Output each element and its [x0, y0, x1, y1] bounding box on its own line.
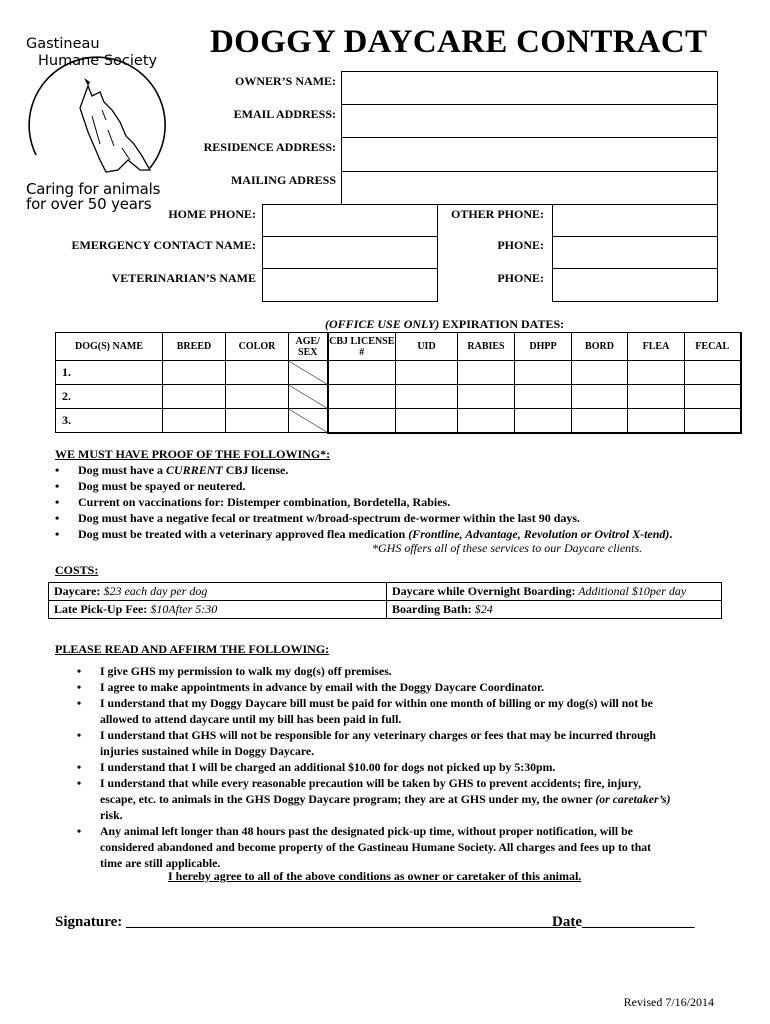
page-title: DOGGY DAYCARE CONTRACT — [210, 24, 708, 60]
emergency-phone-field[interactable] — [552, 236, 718, 269]
office-use-heading — [325, 317, 564, 332]
color-cell[interactable] — [226, 409, 289, 433]
proof-list — [78, 462, 758, 542]
office-cell — [458, 409, 515, 433]
costs-heading: COSTS: — [55, 563, 99, 577]
logo-tagline-line2: for over 50 years — [26, 195, 152, 213]
breed-cell[interactable] — [163, 361, 226, 385]
costs-row — [49, 601, 722, 619]
other-phone-field[interactable] — [552, 204, 718, 237]
email-label: EMAIL ADDRESS: — [233, 107, 336, 121]
email-field[interactable] — [341, 104, 718, 138]
office-cell — [572, 409, 628, 433]
header-bord: BORD — [572, 333, 628, 361]
header-breed: BREED — [163, 333, 226, 361]
dog-row — [56, 409, 741, 433]
gastineau-logo — [22, 20, 172, 220]
home-phone-label: HOME PHONE: — [168, 207, 256, 221]
mailing-field[interactable] — [341, 171, 718, 205]
logo-name-line1: Gastineau — [26, 36, 100, 52]
proof-item: • Dog must have a negative fecal or treatment w/broad-spectrum de-wormer within the last 90 days. — [78, 510, 758, 526]
proof-item: • Dog must be spayed or neutered. — [78, 478, 758, 494]
owner-name-field[interactable] — [341, 71, 718, 105]
vet-phone-field[interactable] — [552, 268, 718, 302]
dog-row-number: 3. — [56, 409, 163, 433]
office-cell — [515, 409, 572, 433]
date-field[interactable]: Date_______________ — [552, 914, 695, 930]
affirm-item: • I give GHS my permission to walk my dog(s) off premises. — [100, 663, 740, 679]
affirm-item: • I understand that GHS will not be responsible for any veterinary charges or fees that may be incurred through injuries sustained while in Doggy Daycare. — [100, 727, 740, 759]
veterinarian-label: VETERINARIAN’S NAME — [111, 271, 256, 285]
header-dog-name: DOG(S) NAME — [56, 333, 163, 361]
office-cell — [685, 361, 741, 385]
office-cell — [572, 385, 628, 409]
office-cell — [515, 361, 572, 385]
dog-row-number: 2. — [56, 385, 163, 409]
header-color: COLOR — [226, 333, 289, 361]
costs-table — [48, 582, 722, 619]
office-cell — [628, 385, 685, 409]
other-phone-label: OTHER PHONE: — [450, 207, 544, 221]
office-cell — [685, 409, 741, 433]
revision-date: Revised 7/16/2014 — [623, 995, 714, 1009]
residence-field[interactable] — [341, 137, 718, 172]
office-cell — [328, 409, 396, 433]
proof-item: • Dog must have a CURRENT CBJ license. — [78, 462, 758, 478]
emergency-contact-field[interactable] — [262, 236, 438, 269]
affirm-item: • I understand that while every reasonable precaution will be taken by GHS to prevent accidents; fire, injury, escape, etc. to animals in the GHS Doggy Daycare program; they are at GHS under my, the owner (or caretaker’s) risk. — [100, 775, 740, 823]
color-cell[interactable] — [226, 361, 289, 385]
office-cell — [396, 385, 458, 409]
header-dhpp: DHPP — [515, 333, 572, 361]
daycare-cost-cell: Daycare: $23 each day per dog — [49, 583, 387, 601]
breed-cell[interactable] — [163, 385, 226, 409]
late-fee-cell: Late Pick-Up Fee: $10After 5:30 — [49, 601, 387, 619]
owner-name-label: OWNER’S NAME: — [235, 74, 336, 88]
dog-row — [56, 385, 741, 409]
office-cell — [458, 361, 515, 385]
dog-row — [56, 361, 741, 385]
dog-info-table — [55, 332, 742, 434]
header-rabies: RABIES — [458, 333, 515, 361]
affirm-heading: PLEASE READ AND AFFIRM THE FOLLOWING: — [55, 642, 330, 656]
age-sex-cell[interactable] — [289, 385, 328, 409]
office-cell — [515, 385, 572, 409]
office-use-suffix: EXPIRATION DATES: — [439, 317, 565, 331]
header-cbj-license: CBJ LICENSE # — [328, 333, 396, 361]
mailing-label: MAILING ADRESS — [230, 173, 336, 187]
affirm-item: • Any animal left longer than 48 hours past the designated pick-up time, without proper notification, will be considered abandoned and become property of the Gastineau Humane Society. All charges and fees up to that time are still applicable. — [100, 823, 740, 871]
office-cell — [458, 385, 515, 409]
header-age-sex: AGE/ SEX — [289, 333, 328, 361]
breed-cell[interactable] — [163, 409, 226, 433]
office-cell — [685, 385, 741, 409]
signature-field[interactable]: Signature: ____________________________________________________________ — [55, 914, 576, 930]
emergency-phone-label: PHONE: — [497, 238, 544, 252]
office-cell — [628, 361, 685, 385]
residence-label: RESIDENCE ADDRESS: — [203, 140, 336, 154]
logo-name-line2: Humane Society — [38, 53, 158, 69]
costs-row — [49, 583, 722, 601]
dog-table-header-row — [56, 333, 741, 361]
office-cell — [396, 409, 458, 433]
office-cell — [396, 361, 458, 385]
proof-item: • Dog must be treated with a veterinary approved flea medication (Frontline, Advantage, Revolution or Ovitrol X-tend). — [78, 526, 758, 542]
office-use-prefix: (OFFICE USE ONLY) — [325, 317, 440, 331]
affirm-item: • I agree to make appointments in advance by email with the Doggy Daycare Coordinator. — [100, 679, 740, 695]
office-cell — [328, 361, 396, 385]
vet-phone-label: PHONE: — [497, 271, 544, 285]
agreement-statement: I hereby agree to all of the above conditions as owner or caretaker of this animal. — [168, 869, 582, 883]
header-fecal: FECAL — [685, 333, 741, 361]
age-sex-cell[interactable] — [289, 409, 328, 433]
header-uid: UID — [396, 333, 458, 361]
overnight-cost-cell: Daycare while Overnight Boarding: Additional $10per day — [387, 583, 722, 601]
affirm-item: • I understand that my Doggy Daycare bill must be paid for within one month of billing or my dog(s) will not be allowed to attend daycare until my bill has been paid in full. — [100, 695, 740, 727]
proof-item: • Current on vaccinations for: Distemper combination, Bordetella, Rabies. — [78, 494, 758, 510]
proof-heading: WE MUST HAVE PROOF OF THE FOLLOWING*: — [55, 447, 331, 461]
logo-tagline-line1: Caring for animals — [26, 180, 161, 198]
office-cell — [572, 361, 628, 385]
bath-cost-cell: Boarding Bath: $24 — [387, 601, 722, 619]
age-sex-cell[interactable] — [289, 361, 328, 385]
office-cell — [628, 409, 685, 433]
color-cell[interactable] — [226, 385, 289, 409]
affirm-list — [100, 663, 740, 871]
dog-row-number: 1. — [56, 361, 163, 385]
header-flea: FLEA — [628, 333, 685, 361]
emergency-contact-label: EMERGENCY CONTACT NAME: — [71, 238, 256, 252]
proof-note: *GHS offers all of these services to our Daycare clients. — [372, 541, 643, 555]
office-cell — [328, 385, 396, 409]
veterinarian-field[interactable] — [262, 268, 438, 302]
home-phone-field[interactable] — [262, 204, 438, 237]
affirm-item: • I understand that I will be charged an additional $10.00 for dogs not picked up by 5:30pm. — [100, 759, 740, 775]
